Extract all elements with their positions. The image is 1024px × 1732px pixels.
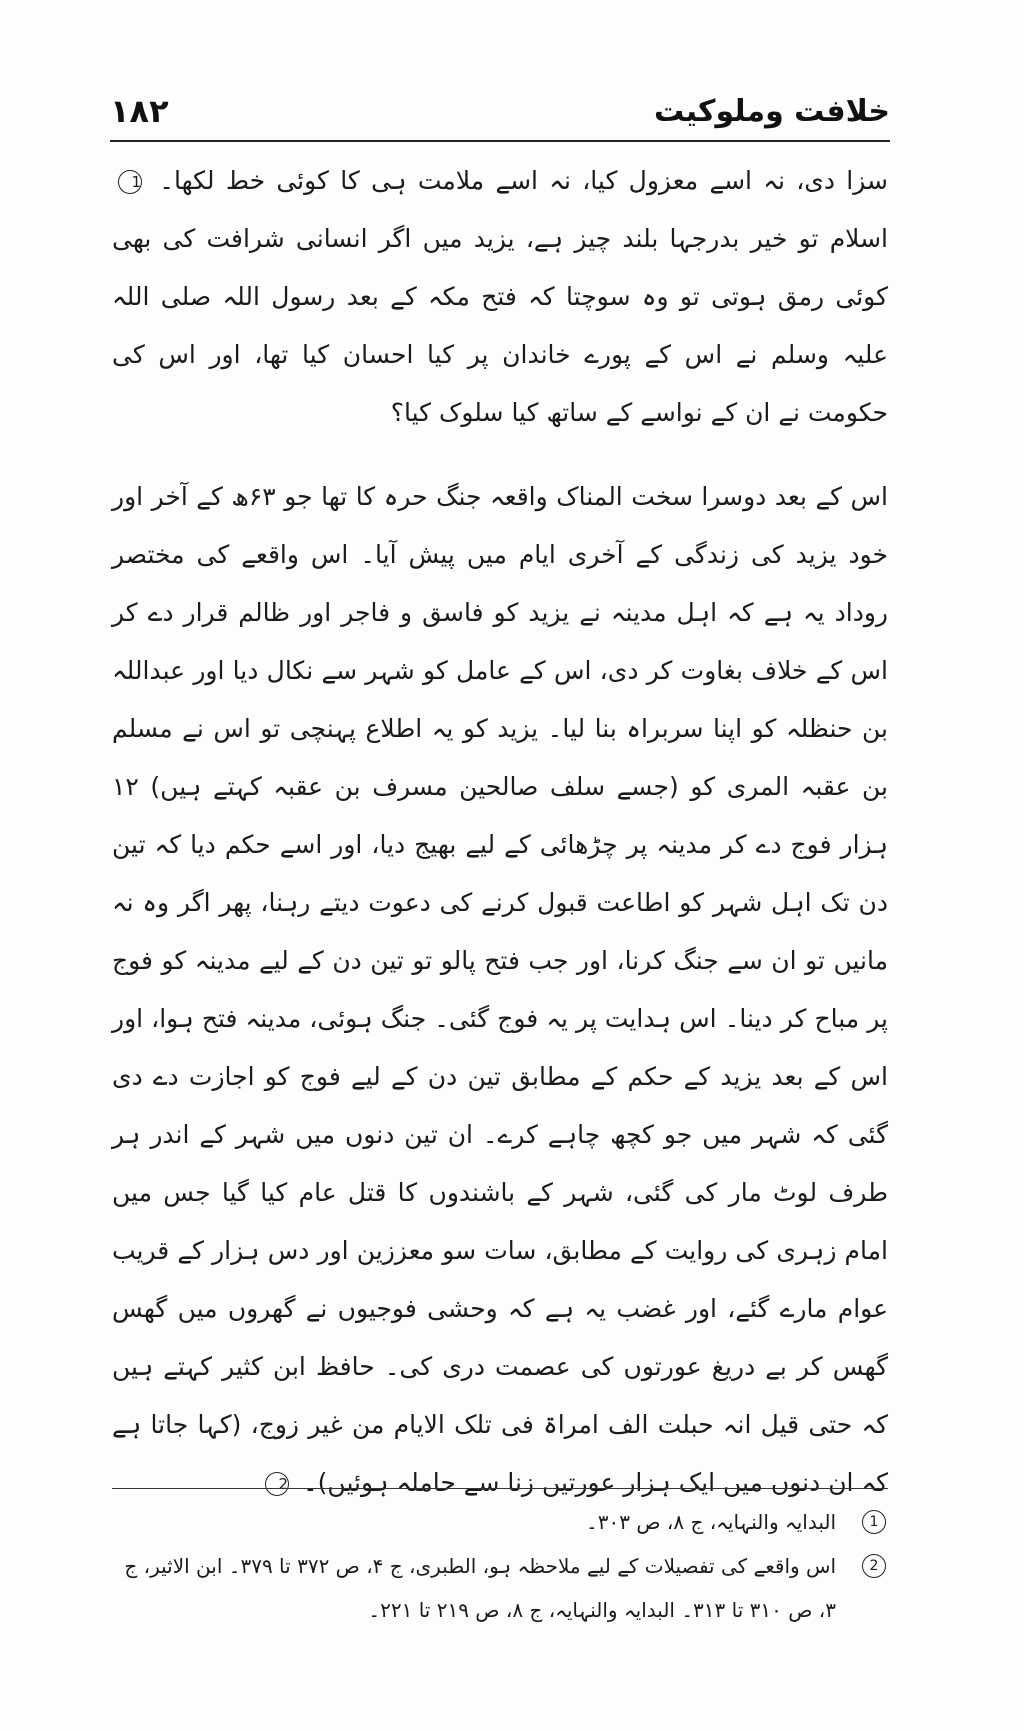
footnote-divider [112, 1488, 888, 1489]
paragraph-2-text: اس کے بعد دوسرا سخت المناک واقعہ جنگ حرہ کا تھا جو ۶۳ھ کے آخر اور خود یزید کی زندگی کے آخری ایام میں پیش آیا۔ اس واقعے کی مختصر روداد یہ ہے کہ اہل مدینہ نے یزید کو فاسق و فاجر اور ظالم قرار دے کر اس کے خلاف بغاوت کر دی، اس کے عامل کو شہر سے نکال دیا اور عبداللہ بن حنظلہ کو اپنا سربراہ بنا لیا۔ یزید کو یہ اطلاع پہنچی تو اس نے مسلم بن عقبہ المری کو (جسے سلف صالحین مسرف بن عقبہ کہتے ہیں) ۱۲ ہزار فوج دے کر مدینہ پر چڑھائی کے لیے بھیج دیا، اور اسے حکم دیا کہ تین دن تک اہل شہر کو اطاعت قبول کرنے کی دعوت دیتے رہنا، پھر اگر وہ نہ مانیں تو ان سے جنگ کرنا، اور جب فتح پالو تو تین دن کے لیے مدینہ کو فوج پر مباح کر دینا۔ اس ہدایت پر یہ فوج گئی۔ جنگ ہوئی، مدینہ فتح ہوا، اور اس کے بعد یزید کے حکم کے مطابق تین دن کے لیے فوج کو اجازت دے دی گئی کہ شہر میں جو کچھ چاہے کرے۔ ان تین دنوں میں شہر کے اندر ہر طرف لوٹ مار کی گئی، شہر کے باشندوں کا قتل عام کیا گیا جس میں امام زہری کی روایت کے مطابق، سات سو معززین اور دس ہزار کے قریب عوام مارے گئے، اور غضب یہ ہے کہ وحشی فوجیوں نے گھروں میں گھس گھس کر بے دریغ عورتوں کی عصمت دری کی۔ حافظ ابن کثیر کہتے ہیں کہ حتی قیل انہ حبلت الف امراۃ فی تلک الایام من غیر زوج، (کہا جاتا ہے کہ ان دنوں میں ایک ہزار عورتیں زنا سے حاملہ ہوئیں)۔ [112, 482, 888, 1497]
paragraph-1 [112, 152, 888, 442]
footnote-number-2: 2 [862, 1554, 886, 1578]
paragraph-2 [112, 468, 888, 1512]
main-text [112, 152, 888, 1512]
paragraph-spacer [112, 442, 888, 468]
footnote-marker-2[interactable]: 2 [265, 1472, 289, 1496]
page-header [110, 88, 890, 140]
footnote-marker-1[interactable]: 1 [118, 170, 142, 194]
footnote-number-1: 1 [862, 1510, 886, 1534]
footnote-text-2: اس واقعے کی تفصیلات کے لیے ملاحظہ ہو، الطبری، ج ۴، ص ۳۷۲ تا ۳۷۹۔ ابن الاثیر، ج ۳، ص ۳۱۰ تا ۳۱۳۔ البدایہ والنہایہ، ج ۸، ص ۲۱۹ تا ۲۲۱۔ [124, 1554, 836, 1622]
footnotes [112, 1500, 888, 1632]
footnote-2 [112, 1544, 888, 1632]
footnote-text-1: البدایہ والنہایہ، ج ۸، ص ۳۰۳۔ [586, 1510, 836, 1534]
paragraph-1-part-1: سزا دی، نہ اسے معزول کیا، نہ اسے ملامت ہی کا کوئی خط لکھا۔ [159, 166, 888, 195]
running-title: خلافت وملوکیت [654, 94, 890, 129]
page-number: ۱۸۲ [110, 92, 169, 130]
footnote-1 [112, 1500, 888, 1544]
paragraph-1-part-2: اسلام تو خیر بدرجہا بلند چیز ہے، یزید میں اگر انسانی شرافت کی بھی کوئی رمق ہوتی تو وہ سوچتا کہ فتح مکہ کے بعد رسول اللہ صلی اللہ علیہ وسلم نے اس کے پورے خاندان پر کیا احسان کیا تھا، اور اس کی حکومت نے ان کے نواسے کے ساتھ کیا سلوک کیا؟ [112, 224, 888, 427]
header-divider [110, 140, 890, 142]
